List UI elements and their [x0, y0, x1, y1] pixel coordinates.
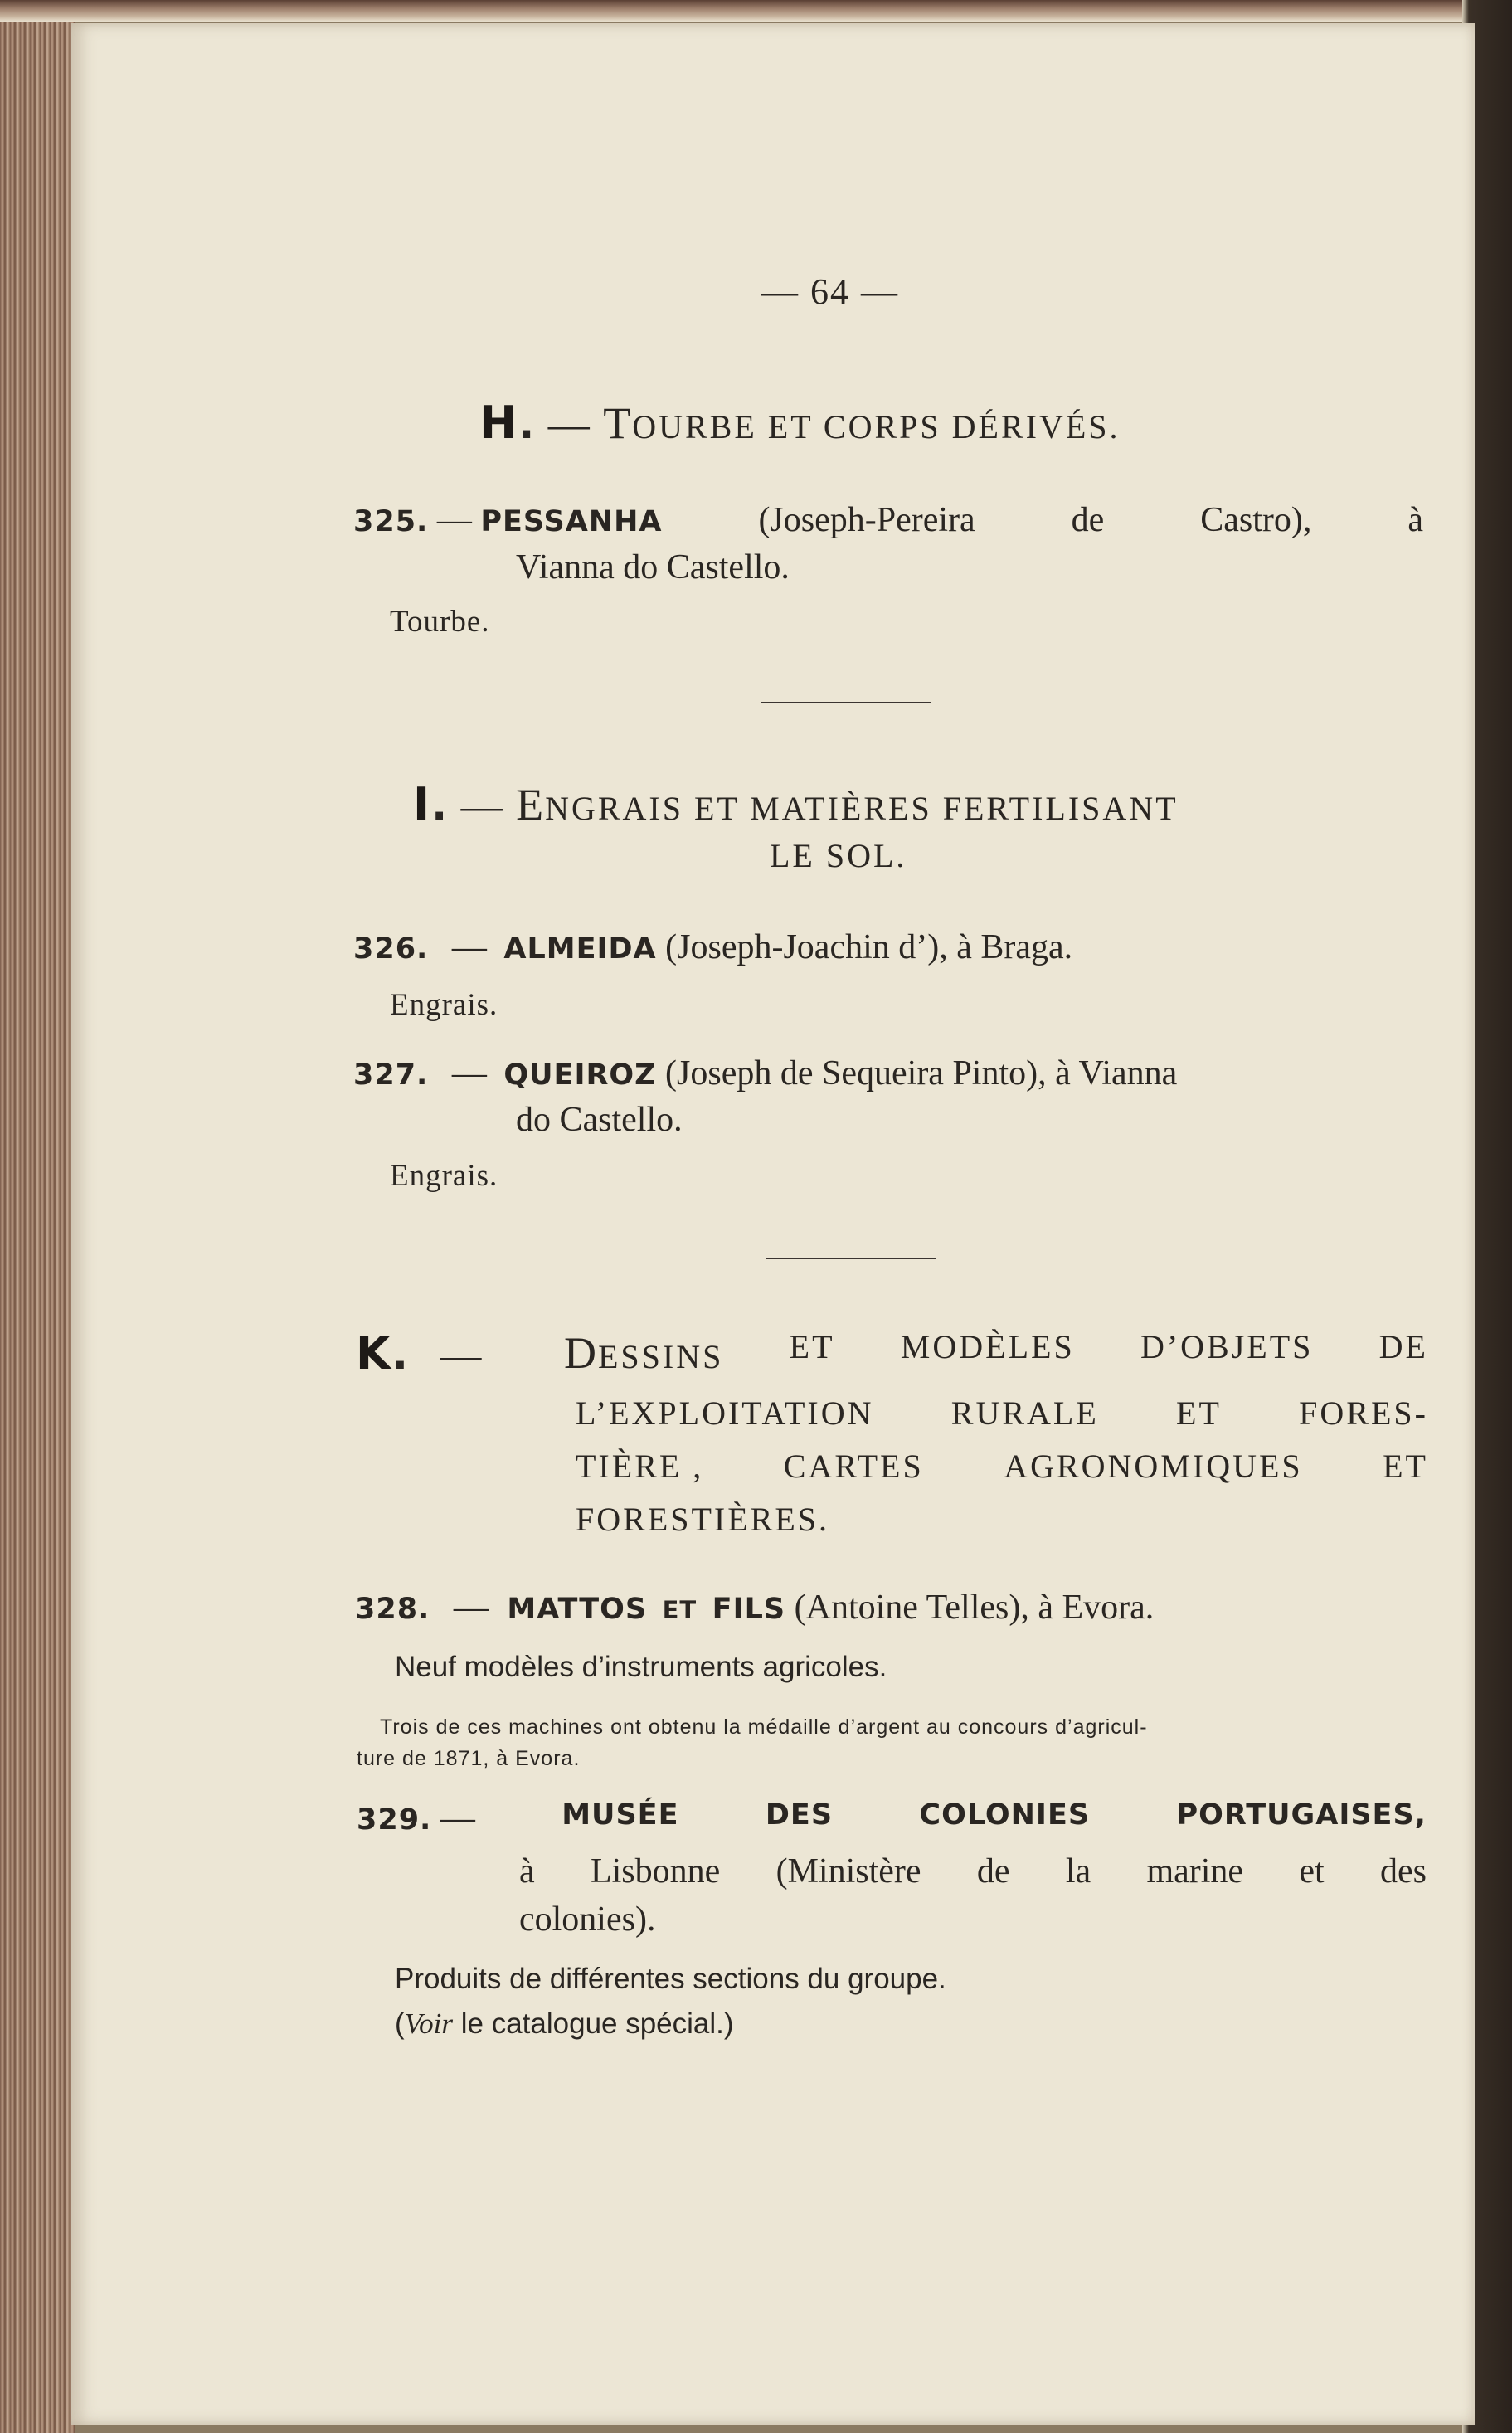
section-h-title: OURBE ET CORPS DÉRIVÉS.: [632, 408, 1121, 445]
section-i-heading: I. — ENGRAIS ET MATIÈRES FERTILISANT: [413, 778, 1179, 830]
section-h-letter: H: [479, 397, 519, 449]
section-k-title-line3: TIÈRE , CARTES AGRONOMIQUES ET: [576, 1448, 1428, 1485]
book-spine-edge: [0, 0, 75, 2433]
section-k-title-line2: L’EXPLOITATION RURALE ET FORES-: [576, 1394, 1428, 1432]
section-i-title-line2: LE SOL.: [770, 837, 907, 874]
entry-327-line2: do Castello.: [516, 1101, 683, 1139]
entry-325-number: 325.: [353, 505, 429, 538]
entry-326-name: ALMEIDA: [503, 932, 657, 966]
page-number: — 64 —: [761, 271, 899, 312]
entry-328-line1: 328. — MATTOS ET FILS (Antoine Telles), à Evora.: [355, 1589, 1155, 1627]
entry-328-name: MATTOS: [507, 1593, 648, 1626]
entry-325-name: PESSANHA: [480, 505, 663, 538]
entry-328-description: Neuf modèles d’instruments agricoles.: [395, 1651, 887, 1683]
entry-329-number: 329.: [357, 1803, 432, 1837]
entry-328-number: 328.: [355, 1593, 430, 1626]
entry-328-note-line1: Trois de ces machines ont obtenu la médaille d’argent au concours d’agricul-: [380, 1715, 1148, 1739]
entry-326-description: Engrais.: [390, 988, 498, 1022]
section-k-heading-lead: K. —: [356, 1327, 484, 1380]
entry-327-line1: 327. — QUEIROZ (Joseph de Sequeira Pinto), à Vianna: [353, 1054, 1178, 1092]
entry-329-description-line1: Produits de différentes sections du groupe.: [395, 1963, 946, 1995]
entry-326-number: 326.: [353, 932, 429, 966]
section-i-letter: I: [413, 778, 432, 830]
entry-327-name: QUEIROZ: [503, 1058, 657, 1092]
entry-325-description: Tourbe.: [390, 605, 490, 639]
section-h-heading: H. — TOURBE ET CORPS DÉRIVÉS.: [479, 397, 1121, 449]
entry-326-line1: 326. — ALMEIDA (Joseph-Joachin d’), à Braga.: [353, 928, 1073, 966]
book-top-edge: [0, 0, 1512, 22]
section-k-letter: K: [356, 1327, 392, 1380]
entry-325-line1: 325. — PESSANHA (Joseph-Pereira de Castro), à: [353, 501, 1423, 539]
section-i-title-line1: NGRAIS ET MATIÈRES FERTILISANT: [545, 790, 1179, 827]
entry-328-note-line2: ture de 1871, à Evora.: [357, 1747, 581, 1770]
section-divider: [761, 702, 931, 703]
section-divider: [766, 1258, 936, 1259]
entry-329-name-1: MUSÉE: [562, 1798, 679, 1832]
entry-329-line3: colonies).: [519, 1900, 656, 1939]
section-k-title-line1: DESSINS ET MODÈLES D’OBJETS DE: [564, 1328, 1428, 1378]
entry-329-line1: 329. — MUSÉE DES COLONIES PORTUGAISES,: [357, 1798, 1427, 1837]
book-page: [71, 23, 1475, 2425]
entry-329-line2: à Lisbonne (Ministère de la marine et des: [519, 1852, 1427, 1890]
entry-327-description: Engrais.: [390, 1159, 498, 1193]
entry-327-number: 327.: [353, 1058, 429, 1092]
entry-325-line2: Vianna do Castello.: [516, 548, 790, 586]
entry-329-description-line2: (Voir le catalogue spécial.): [395, 2007, 734, 2040]
section-k-title-line4: FORESTIÈRES.: [576, 1501, 830, 1538]
